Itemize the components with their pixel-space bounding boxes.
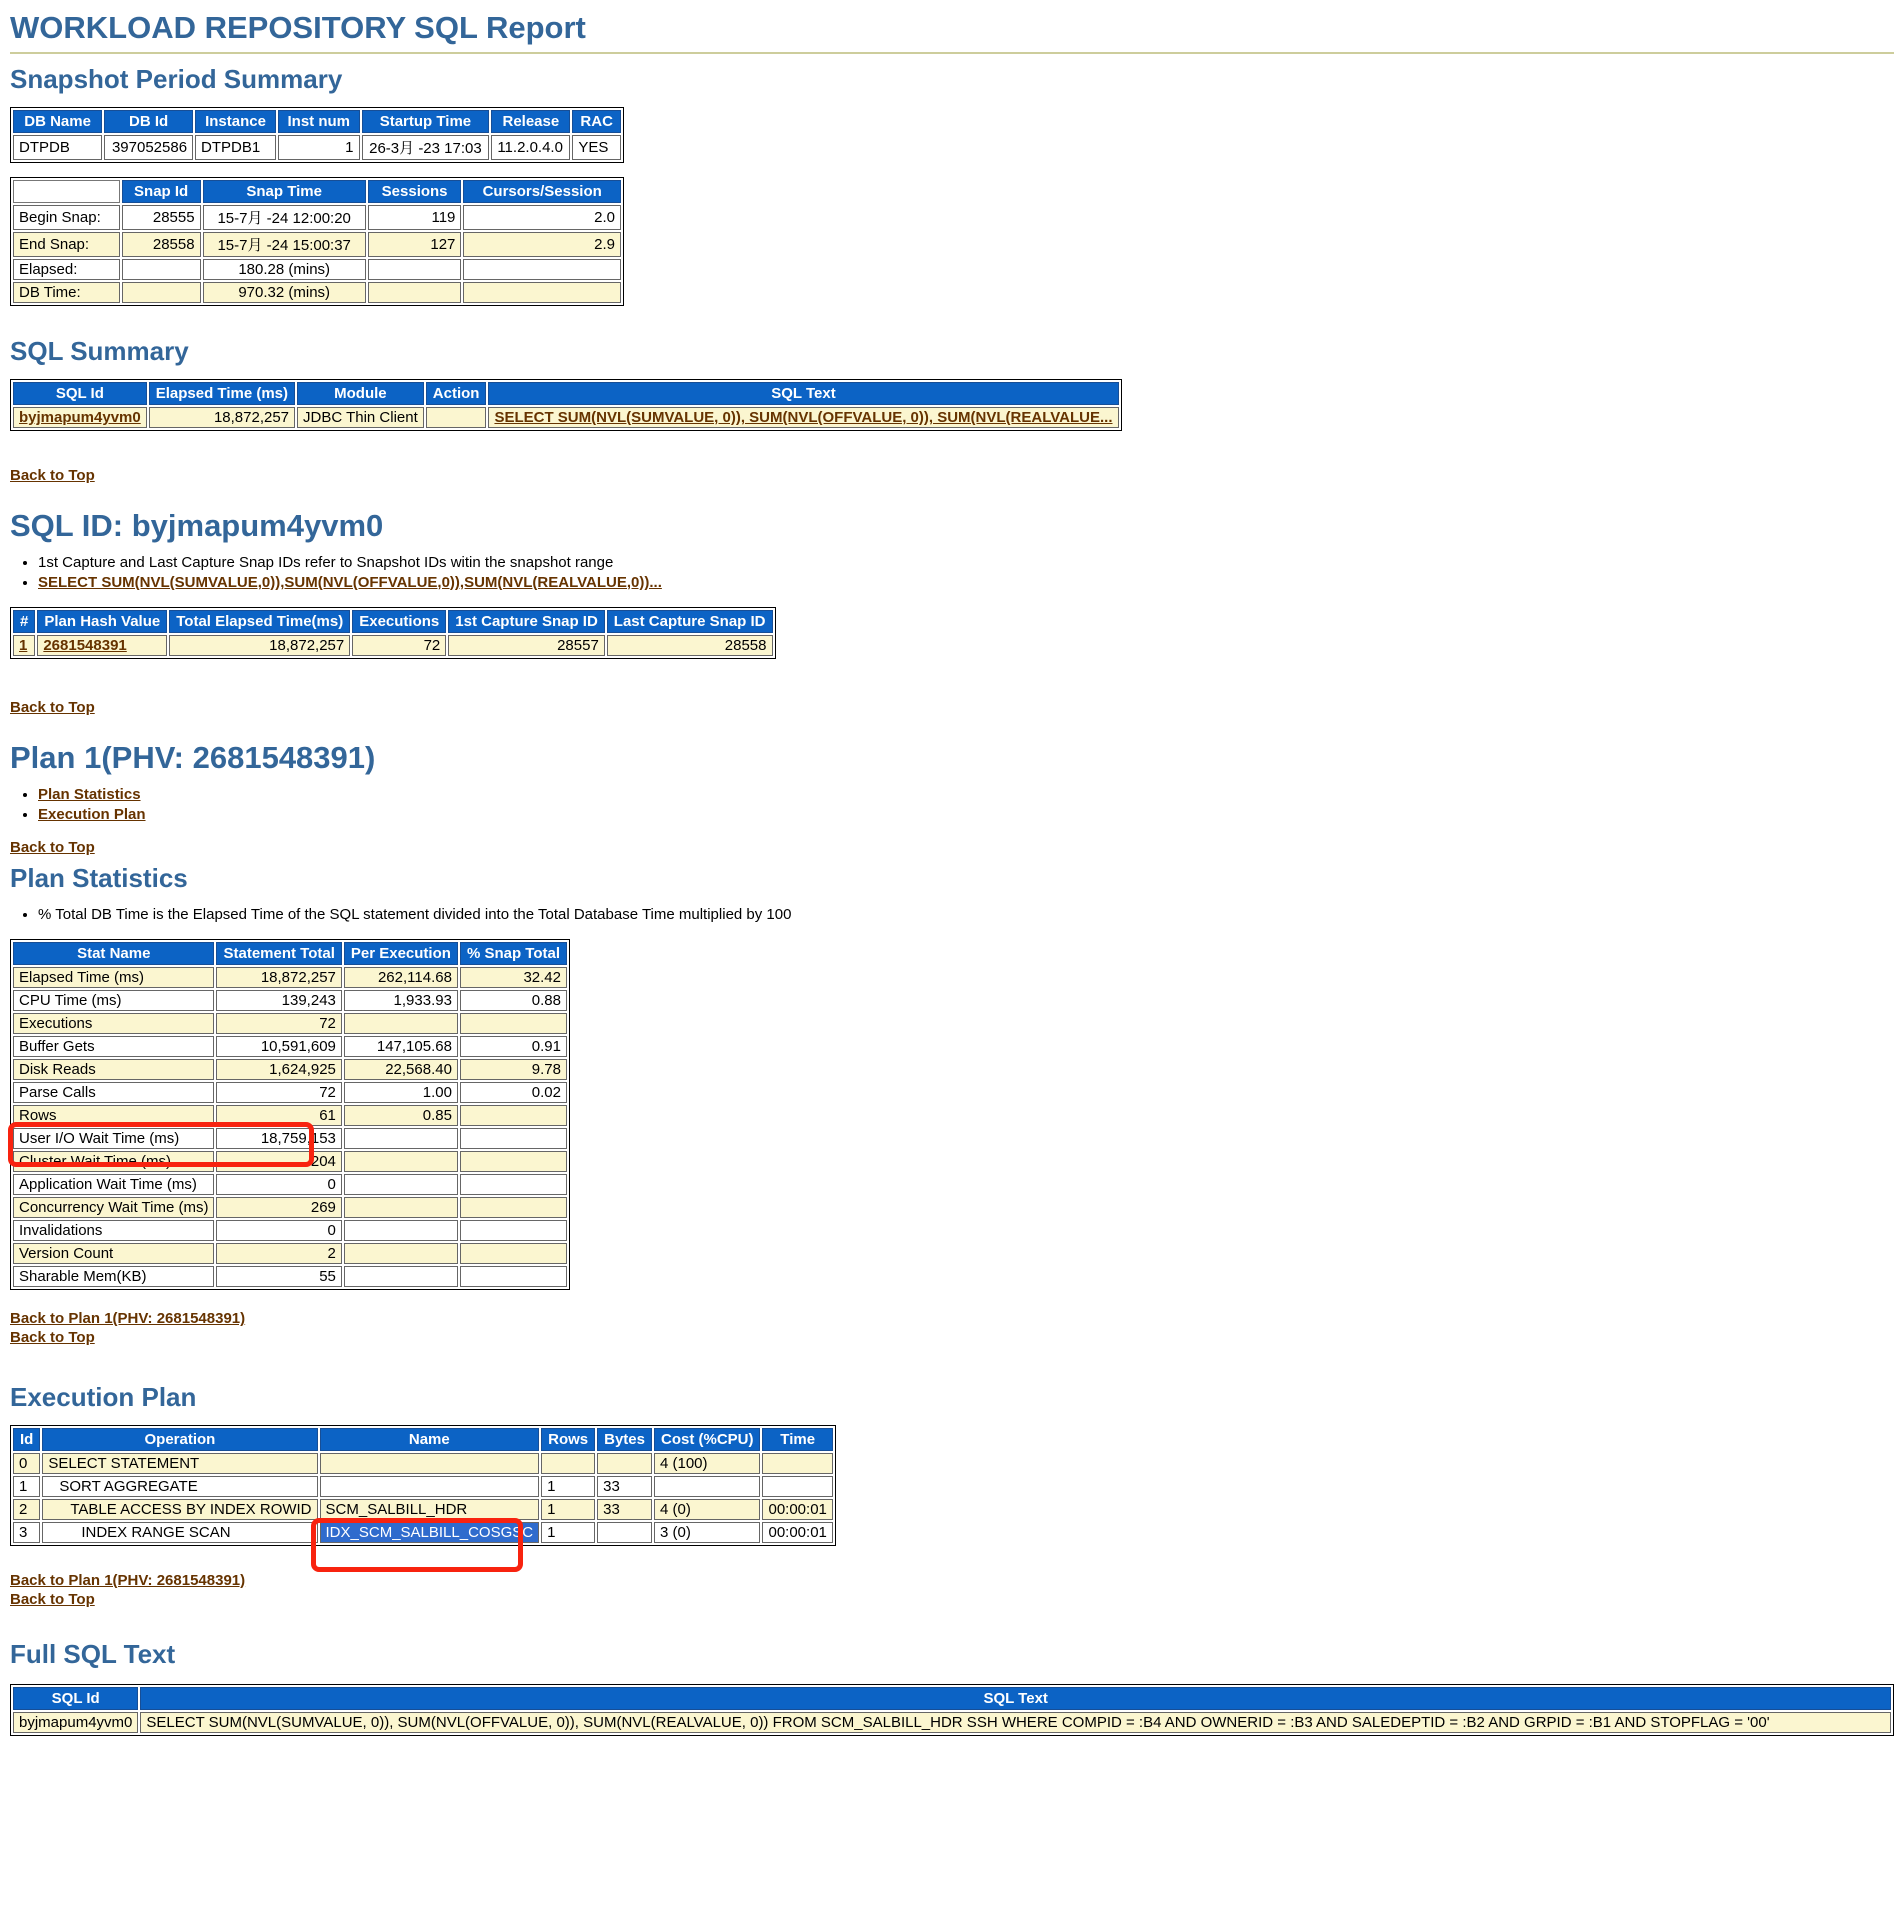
note-item: • 1st Capture and Last Capture Snap IDs refer to Snapshot IDs witin the snapshot range <box>38 554 1894 571</box>
cell-empty <box>463 259 621 280</box>
cell-time: 00:00:01 <box>762 1522 832 1543</box>
cell-snap-total <box>460 1151 567 1172</box>
cell-per-execution <box>344 1174 458 1195</box>
cell-per-execution: 262,114.68 <box>344 967 458 988</box>
column-header: Instance <box>195 110 276 133</box>
table-row <box>13 1151 567 1172</box>
cell-stat-name: Elapsed Time (ms) <box>13 967 214 988</box>
cell-statement-total: 269 <box>216 1197 341 1218</box>
sql-summary-table <box>10 379 1122 431</box>
cell-plan-id: 2 <box>13 1499 40 1520</box>
plans-table <box>10 607 776 659</box>
execution-plan-table <box>10 1425 836 1546</box>
cell-snap-time: 15-7月 -24 12:00:20 <box>203 205 366 230</box>
snapshot-header-row <box>13 180 621 203</box>
db-info-row <box>13 135 621 160</box>
column-header: Per Execution <box>344 942 458 965</box>
heading-execution-plan: Execution Plan <box>10 1381 197 1412</box>
column-header: Time <box>762 1428 832 1451</box>
cell-snap-total <box>460 1013 567 1034</box>
cell-per-execution <box>344 1243 458 1264</box>
cell-stat-name: Cluster Wait Time (ms) <box>13 1151 214 1172</box>
note-item: • % Total DB Time is the Elapsed Time of the SQL statement divided into the Total Database Time multiplied by 100 <box>38 906 1894 923</box>
column-header: Total Elapsed Time(ms) <box>169 610 350 633</box>
table-row <box>13 1105 567 1126</box>
exec-plan-row <box>13 1476 833 1497</box>
plan-statistics-link[interactable]: Plan Statistics <box>38 785 141 803</box>
column-header: Cursors/Session <box>463 180 621 203</box>
execution-plan-link[interactable]: Execution Plan <box>38 805 146 823</box>
table-row <box>13 1266 567 1287</box>
cell-sql-id: byjmapum4yvm0 <box>13 1712 138 1733</box>
cell-rows: 1 <box>541 1499 595 1520</box>
cell-db-name: DTPDB <box>13 135 102 160</box>
cell-snap-time: 15-7月 -24 15:00:37 <box>203 232 366 257</box>
back-to-plan-link[interactable]: Back to Plan 1(PHV: 2681548391) <box>10 1571 246 1589</box>
cell-stat-name: Invalidations <box>13 1220 214 1241</box>
column-header: RAC <box>572 110 621 133</box>
cell-stat-name: Sharable Mem(KB) <box>13 1266 214 1287</box>
column-header: Operation <box>42 1428 317 1451</box>
cell-object-name: SCM_SALBILL_HDR <box>320 1499 540 1520</box>
column-header: SQL Text <box>140 1687 1891 1710</box>
cell-per-execution <box>344 1151 458 1172</box>
column-header: Startup Time <box>362 110 490 133</box>
column-header: DB Id <box>104 110 193 133</box>
table-row-user-io-wait <box>13 1128 567 1149</box>
plan-number-link[interactable]: 1 <box>19 636 28 654</box>
cell-empty <box>122 259 201 280</box>
column-header: DB Name <box>13 110 102 133</box>
cell-per-execution: 1.00 <box>344 1082 458 1103</box>
cell-plan-hash <box>37 635 167 656</box>
plans-header-row <box>13 610 773 633</box>
heading-sql-summary: SQL Summary <box>10 336 189 366</box>
cell-snap-total: 0.91 <box>460 1036 567 1057</box>
cell-stat-name: Parse Calls <box>13 1082 214 1103</box>
cell-instance: DTPDB1 <box>195 135 276 160</box>
cell-sql-id <box>13 407 147 428</box>
cell-empty <box>368 259 462 280</box>
cell-db-time-mins: 970.32 (mins) <box>203 282 366 303</box>
cell-snap-total: 0.02 <box>460 1082 567 1103</box>
table-row-db-time <box>13 282 621 303</box>
cell-snap-total <box>460 1197 567 1218</box>
cell-stat-name: CPU Time (ms) <box>13 990 214 1011</box>
cell-cost: 4 (100) <box>654 1453 761 1474</box>
column-header: Bytes <box>597 1428 652 1451</box>
cell-statement-total: 55 <box>216 1266 341 1287</box>
sql-id-notes-list <box>38 554 1894 591</box>
cell-statement-total: 139,243 <box>216 990 341 1011</box>
table-row <box>13 1220 567 1241</box>
cell-snap-total <box>460 1174 567 1195</box>
cell-per-execution: 1,933.93 <box>344 990 458 1011</box>
full-sql-header-row <box>13 1687 1891 1710</box>
cell-snap-total <box>460 1243 567 1264</box>
column-header: SQL Text <box>488 382 1118 405</box>
sql-text-link[interactable]: SELECT SUM(NVL(SUMVALUE, 0)), SUM(NVL(OFFVALUE, 0)), SUM(NVL(REALVALUE... <box>494 409 1113 426</box>
plan-links-list <box>38 786 1894 823</box>
cell-statement-total: 0 <box>216 1220 341 1241</box>
sql-text-bullet-link[interactable]: SELECT SUM(NVL(SUMVALUE,0)),SUM(NVL(OFFVALUE,0)),SUM(NVL(REALVALUE,0))... <box>38 573 662 591</box>
table-row <box>13 1082 567 1103</box>
cell-bytes: 33 <box>597 1499 652 1520</box>
full-sql-text-table <box>10 1684 1894 1736</box>
cell-release: 11.2.0.4.0 <box>491 135 570 160</box>
heading-plan-statistics: Plan Statistics <box>10 863 188 894</box>
plan-statistics-table <box>10 939 570 1290</box>
cell-time: 00:00:01 <box>762 1499 832 1520</box>
column-header: Name <box>320 1428 540 1451</box>
cell-stat-name: Rows <box>13 1105 214 1126</box>
heading-snapshot-period-summary: Snapshot Period Summary <box>10 64 343 94</box>
cell-cost: 4 (0) <box>654 1499 761 1520</box>
cell-statement-total: 10,591,609 <box>216 1036 341 1057</box>
cell-snap-total <box>460 1220 567 1241</box>
cell-executions: 72 <box>352 635 446 656</box>
plan-stats-header-row <box>13 942 567 965</box>
db-info-header-row <box>13 110 621 133</box>
exec-plan-row-index-range-scan <box>13 1522 833 1543</box>
cell-per-execution: 0.85 <box>344 1105 458 1126</box>
cell-operation: INDEX RANGE SCAN <box>42 1522 317 1543</box>
column-header: % Snap Total <box>460 942 567 965</box>
cell-per-execution: 22,568.40 <box>344 1059 458 1080</box>
column-header: Sessions <box>368 180 462 203</box>
cell-total-elapsed: 18,872,257 <box>169 635 350 656</box>
cell-object-name <box>320 1476 540 1497</box>
table-row <box>13 1059 567 1080</box>
cell-db-id: 397052586 <box>104 135 193 160</box>
column-header: Plan Hash Value <box>37 610 167 633</box>
column-header: Module <box>297 382 424 405</box>
cell-sessions: 119 <box>368 205 462 230</box>
cell-module: JDBC Thin Client <box>297 407 424 428</box>
column-header: Cost (%CPU) <box>654 1428 761 1451</box>
cell-rows: 1 <box>541 1476 595 1497</box>
cell-statement-total: 204 <box>216 1151 341 1172</box>
sql-id-link[interactable]: byjmapum4yvm0 <box>19 409 141 426</box>
cell-per-execution: 147,105.68 <box>344 1036 458 1057</box>
column-header: Action <box>426 382 487 405</box>
cell-per-execution <box>344 1197 458 1218</box>
column-header: Rows <box>541 1428 595 1451</box>
exec-plan-header-row <box>13 1428 833 1451</box>
cell-snap-total <box>460 1266 567 1287</box>
cell-empty <box>463 282 621 303</box>
column-header: SQL Id <box>13 1687 138 1710</box>
cell-bytes: 33 <box>597 1476 652 1497</box>
cell-operation: TABLE ACCESS BY INDEX ROWID <box>42 1499 317 1520</box>
cell-snap-total <box>460 1105 567 1126</box>
cell-statement-total: 61 <box>216 1105 341 1126</box>
sql-summary-header-row <box>13 382 1119 405</box>
table-row-end-snap <box>13 232 621 257</box>
cell-cursors: 2.9 <box>463 232 621 257</box>
back-to-top-link[interactable]: Back to Top <box>10 467 95 484</box>
column-header: Statement Total <box>216 942 341 965</box>
cell-cost: 3 (0) <box>654 1522 761 1543</box>
plan-hash-link[interactable]: 2681548391 <box>43 636 127 654</box>
table-row-elapsed <box>13 259 621 280</box>
column-header: # <box>13 610 35 633</box>
cell-stat-name: Concurrency Wait Time (ms) <box>13 1197 214 1218</box>
cell-snap-total: 9.78 <box>460 1059 567 1080</box>
cell-stat-name: Application Wait Time (ms) <box>13 1174 214 1195</box>
table-row <box>13 990 567 1011</box>
cell-plan-number <box>13 635 35 656</box>
empty-corner-cell <box>13 180 120 203</box>
cell-plan-id: 0 <box>13 1453 40 1474</box>
cell-object-name-selected: IDX_SCM_SALBILL_COSGSC <box>320 1522 540 1543</box>
cell-cost <box>654 1476 761 1497</box>
cell-object-name <box>320 1453 540 1474</box>
cell-empty <box>122 282 201 303</box>
cell-bytes <box>597 1453 652 1474</box>
cell-per-execution <box>344 1128 458 1149</box>
cell-sql-text <box>488 407 1118 428</box>
cell-elapsed-time: 18,872,257 <box>149 407 295 428</box>
table-row-begin-snap <box>13 205 621 230</box>
cell-statement-total: 2 <box>216 1243 341 1264</box>
cell-per-execution <box>344 1013 458 1034</box>
cell-statement-total: 72 <box>216 1082 341 1103</box>
back-to-plan-link[interactable]: Back to Plan 1(PHV: 2681548391) <box>10 1310 246 1328</box>
cell-snap-id: 28558 <box>122 232 201 257</box>
row-label: Begin Snap: <box>13 205 120 230</box>
cell-snap-total: 0.88 <box>460 990 567 1011</box>
heading-sql-id: SQL ID: byjmapum4yvm0 <box>10 507 384 543</box>
cell-rows <box>541 1453 595 1474</box>
cell-stat-name: Buffer Gets <box>13 1036 214 1057</box>
table-row <box>13 1036 567 1057</box>
heading-full-sql-text: Full SQL Text <box>10 1639 176 1670</box>
table-row <box>13 967 567 988</box>
column-header: Elapsed Time (ms) <box>149 382 295 405</box>
cell-operation: SORT AGGREGATE <box>42 1476 317 1497</box>
cell-elapsed-mins: 180.28 (mins) <box>203 259 366 280</box>
column-header: 1st Capture Snap ID <box>448 610 605 633</box>
plan-stats-notes-list <box>38 906 1894 923</box>
cell-statement-total: 18,759,153 <box>216 1128 341 1149</box>
db-info-table <box>10 107 624 163</box>
cell-rows: 1 <box>541 1522 595 1543</box>
column-header: Executions <box>352 610 446 633</box>
cell-stat-name: Disk Reads <box>13 1059 214 1080</box>
back-to-top-link[interactable]: Back to Top <box>10 1590 95 1608</box>
cell-statement-total: 0 <box>216 1174 341 1195</box>
cell-plan-id: 3 <box>13 1522 40 1543</box>
sql-summary-row <box>13 407 1119 428</box>
heading-plan-1: Plan 1(PHV: 2681548391) <box>10 739 376 775</box>
cell-full-sql-text: SELECT SUM(NVL(SUMVALUE, 0)), SUM(NVL(OFFVALUE, 0)), SUM(NVL(REALVALUE, 0)) FROM SCM_SALBILL_HDR SSH WHERE COMPID = :B4 AND OWNERID = :B3 AND SALEDEPTID = :B2 AND GRPID = :B1 AND STOPFLAG = '00' <box>140 1712 1891 1733</box>
plans-row <box>13 635 773 656</box>
row-label: DB Time: <box>13 282 120 303</box>
table-row <box>13 1243 567 1264</box>
snapshot-table <box>10 177 624 306</box>
cell-snap-total: 32.42 <box>460 967 567 988</box>
cell-inst-num: 1 <box>278 135 360 160</box>
list-item <box>38 786 1894 803</box>
row-label: End Snap: <box>13 232 120 257</box>
cell-first-capture: 28557 <box>448 635 605 656</box>
column-header: Id <box>13 1428 40 1451</box>
column-header: Snap Time <box>203 180 366 203</box>
column-header: Inst num <box>278 110 360 133</box>
cell-stat-name-highlighted: User I/O Wait Time (ms) <box>13 1128 214 1149</box>
list-item <box>38 806 1894 823</box>
cell-per-execution <box>344 1220 458 1241</box>
back-to-top-link[interactable]: Back to Top <box>10 838 95 856</box>
cell-statement-total: 18,872,257 <box>216 967 341 988</box>
page-title: WORKLOAD REPOSITORY SQL Report <box>10 10 1894 54</box>
column-header: SQL Id <box>13 382 147 405</box>
cell-rac: YES <box>572 135 621 160</box>
row-label: Elapsed: <box>13 259 120 280</box>
back-to-top-link[interactable]: Back to Top <box>10 1329 95 1346</box>
cell-time <box>762 1453 832 1474</box>
cell-statement-total: 72 <box>216 1013 341 1034</box>
cell-sessions: 127 <box>368 232 462 257</box>
exec-plan-row <box>13 1453 833 1474</box>
cell-statement-total: 1,624,925 <box>216 1059 341 1080</box>
back-to-top-link[interactable]: Back to Top <box>10 698 95 716</box>
cell-snap-total <box>460 1128 567 1149</box>
table-row <box>13 1174 567 1195</box>
note-item <box>38 574 1894 591</box>
cell-empty <box>368 282 462 303</box>
cell-cursors: 2.0 <box>463 205 621 230</box>
cell-bytes <box>597 1522 652 1543</box>
column-header: Last Capture Snap ID <box>607 610 773 633</box>
cell-plan-id: 1 <box>13 1476 40 1497</box>
cell-action <box>426 407 487 428</box>
full-sql-row <box>13 1712 1891 1733</box>
exec-plan-row <box>13 1499 833 1520</box>
column-header: Stat Name <box>13 942 214 965</box>
table-row <box>13 1013 567 1034</box>
cell-per-execution <box>344 1266 458 1287</box>
cell-stat-name: Executions <box>13 1013 214 1034</box>
cell-last-capture: 28558 <box>607 635 773 656</box>
table-row <box>13 1197 567 1218</box>
cell-startup-time: 26-3月 -23 17:03 <box>362 135 490 160</box>
column-header: Release <box>491 110 570 133</box>
cell-time <box>762 1476 832 1497</box>
cell-stat-name: Version Count <box>13 1243 214 1264</box>
cell-operation: SELECT STATEMENT <box>42 1453 317 1474</box>
cell-snap-id: 28555 <box>122 205 201 230</box>
column-header: Snap Id <box>122 180 201 203</box>
